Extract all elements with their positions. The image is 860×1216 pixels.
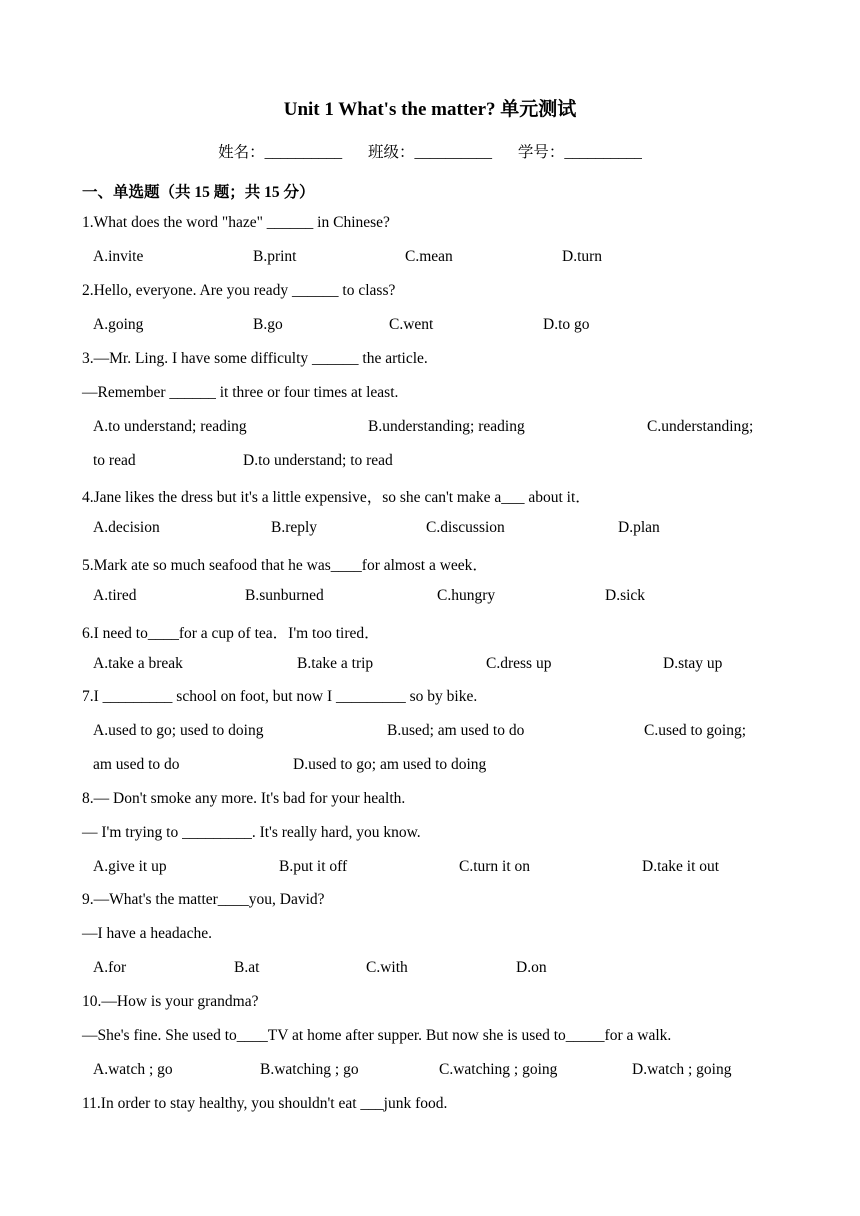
option-c: C.watching ; going	[439, 1061, 558, 1078]
option-a: A.for	[93, 959, 127, 976]
question-stem: 9.—What's the matter____you, David?	[82, 891, 325, 908]
option-c: C.used to going;	[644, 722, 747, 739]
option-a: A.take a break	[93, 655, 183, 672]
page-title: Unit 1 What's the matter? 单元测试	[283, 99, 577, 120]
number-field: 学号：__________	[517, 144, 642, 161]
option-d: D.sick	[605, 587, 646, 604]
option-a: A.watch ; go	[93, 1061, 173, 1078]
option-d: D.on	[516, 959, 547, 976]
option-c: C.with	[366, 959, 408, 976]
option-c: C.went	[389, 316, 434, 333]
option-b: B.go	[253, 316, 283, 333]
question-stem: 1.What does the word "haze" ______ in Chinese?	[82, 214, 390, 231]
question-stem: 2.Hello, everyone. Are you ready ______ to class?	[82, 282, 396, 299]
question-stem: — I'm trying to _________. It's really hard, you know.	[82, 824, 421, 841]
option-a: A.tired	[93, 587, 137, 604]
name-field: 姓名：__________	[218, 144, 343, 161]
option-a: A.used to go; used to doing	[93, 722, 264, 739]
option-d: D.plan	[618, 519, 660, 536]
question-stem: —She's fine. She used to____TV at home after supper. But now she is used to_____for a walk.	[82, 1027, 672, 1044]
option-a: A.give it up	[93, 858, 167, 875]
option-c: C.discussion	[426, 519, 505, 536]
option-c: C.understanding;	[647, 418, 754, 435]
class-field: 班级：__________	[367, 144, 492, 161]
option-b: B.watching ; go	[260, 1061, 359, 1078]
option-d: D.watch ; going	[632, 1061, 732, 1078]
option-b: B.put it off	[279, 858, 348, 875]
option-b: B.print	[253, 248, 297, 265]
question-stem: 5.Mark ate so much seafood that he was____for almost a week．	[82, 557, 488, 574]
question-stem: 7.I _________ school on foot, but now I _________ so by bike.	[82, 688, 478, 705]
section-heading: 一、单选题（共 15 题；共 15 分）	[82, 184, 315, 201]
student-info	[0, 140, 860, 162]
question-stem: 8.— Don't smoke any more. It's bad for your health.	[82, 790, 406, 807]
question-stem: 4.Jane likes the dress but it's a little expensive，so she can't make a___ about it．	[82, 489, 591, 506]
option-a: A.decision	[93, 519, 160, 536]
option-d: D.stay up	[663, 655, 723, 672]
question-stem: —Remember ______ it three or four times at least.	[82, 384, 399, 401]
option-b: B.reply	[271, 519, 318, 536]
question-stem: 6.I need to____for a cup of tea．I'm too tired．	[82, 625, 380, 642]
option-c-continued: to read	[93, 452, 136, 469]
option-c: C.mean	[405, 248, 453, 265]
option-c: C.turn it on	[459, 858, 531, 875]
option-b: B.at	[234, 959, 260, 976]
question-stem: 3.—Mr. Ling. I have some difficulty ______ the article.	[82, 350, 428, 367]
option-d: D.to understand; to read	[243, 452, 393, 469]
option-b: B.used; am used to do	[387, 722, 525, 739]
option-d: D.to go	[543, 316, 590, 333]
option-d: D.used to go; am used to doing	[293, 756, 487, 773]
option-c: C.dress up	[486, 655, 552, 672]
option-b: B.understanding; reading	[368, 418, 525, 435]
option-a: A.going	[93, 316, 144, 333]
option-d: D.take it out	[642, 858, 720, 875]
option-d: D.turn	[562, 248, 603, 265]
question-stem: 11.In order to stay healthy, you shouldn't eat ___junk food.	[82, 1095, 448, 1112]
option-a: A.to understand; reading	[93, 418, 247, 435]
option-b: B.take a trip	[297, 655, 374, 672]
option-b: B.sunburned	[245, 587, 324, 604]
option-c: C.hungry	[437, 587, 496, 604]
option-c-continued: am used to do	[93, 756, 180, 773]
question-stem: —I have a headache.	[82, 925, 212, 942]
option-a: A.invite	[93, 248, 144, 265]
question-stem: 10.—How is your grandma?	[82, 993, 259, 1010]
